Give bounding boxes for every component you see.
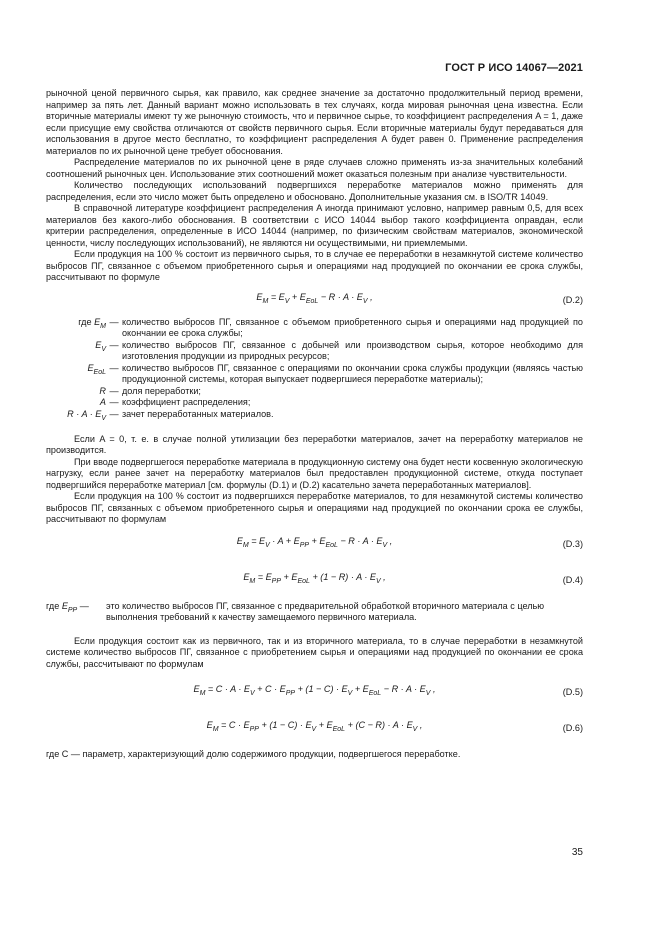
formula-d6: $E_M = C \cdot E_{PP} + (1 - C) \cdot E_V + E_{EoL} + (C - R) \cdot A \cdot E_V$ , (D.6) bbox=[206, 720, 583, 734]
paragraph: Если продукция на 100 % состоит из первичного сырья, то в случае ее переработки в незамкнутой системе количество выбросов ПГ, связанное с объемом приобретенного сырья и операциями над продукцией по окончании ее срока службы, рассчитывают по формуле bbox=[46, 249, 583, 282]
definition-r: R — доля переработки; bbox=[99, 385, 201, 396]
formula-number: (D.6) bbox=[562, 723, 583, 734]
paragraph: Если продукция на 100 % состоит из подвергшихся переработке материалов, то для незамкнутой системы количество выбросов ПГ, связанных с объемом приобретенного сырья и операциями над продукцией по окончании срока ее службы, рассчитывают по формулам bbox=[46, 491, 583, 525]
paragraph: Если продукция состоит как из первичного, так и из вторичного материала, то в случае переработки в незамкнутой системе количество выбросов ПГ, связанное с приобретением сырья и операциями над продукцией по окончании ее срока службы, рассчитывают по формулам bbox=[46, 635, 583, 669]
formula-number: (D.4) bbox=[562, 574, 583, 585]
formula-d5: $E_M = C \cdot A \cdot E_V + C \cdot E_{PP} + (1 - C) \cdot E_V + E_{EoL} - R \cdot A \cdot E_V$ , (D.5) bbox=[193, 684, 583, 698]
definition-epp: где $E_{PP}$ — это количество выбросов ПГ, связанное с предварительной обработкой вторичного материала с целью выполнения требований к качеству замещаемого первичного материала. bbox=[46, 600, 545, 623]
definition-em: где $E_M$ — количество выбросов ПГ, связанное с объемом приобретенного сырья и операциями над продукцией по окончании ее срока службы; bbox=[78, 316, 583, 338]
definition-ev: $E_V$ — количество выбросов ПГ, связанное с добычей или производством сырья, которое необходимо для изготовления продукции из природных ресурсов; bbox=[95, 339, 583, 361]
formula-number: (D.2) bbox=[562, 294, 583, 305]
formula-number: (D.3) bbox=[562, 538, 583, 549]
formula-d3: $E_M = E_V \cdot A + E_{PP} + E_{EoL} - R \cdot A \cdot E_V$ , (D.3) bbox=[236, 535, 583, 549]
definition-rae: $R \cdot A \cdot E_V$ — зачет переработанных материалов. bbox=[67, 408, 274, 422]
paragraph: Распределение материалов по их рыночной цене в ряде случаев сложно применять из-за значительных колебаний соотношений рыночных цен. Использование этих соотношений может оказаться полезным при анализе чувствительности. bbox=[46, 157, 583, 179]
paragraph: Если A = 0, т. е. в случае полной утилизации без переработки материалов, зачет на переработку материалов не производится. bbox=[46, 433, 583, 456]
definition-c: где C — параметр, характеризующий долю содержимого продукции, подвергшегося переработке. bbox=[46, 749, 461, 760]
definition-a: A — коэффициент распределения; bbox=[99, 397, 251, 407]
formula-number: (D.5) bbox=[562, 687, 583, 698]
page-body bbox=[46, 88, 583, 761]
document-header: ГОСТ Р ИСО 14067—2021 bbox=[445, 62, 583, 74]
definition-eeol: $E_{EoL}$ — количество выбросов ПГ, связанное с операциями по окончании срока службы продукции (являясь частью продукционной системы, которая выпускает подвергшиеся переработке материалы); bbox=[87, 362, 583, 384]
formula-d2: $E_M = E_V + E_{EoL} - R \cdot A \cdot E_V$ , (D.2) bbox=[256, 291, 583, 305]
formula-d4: $E_M = E_{PP} + E_{EoL} + (1 - R) \cdot A \cdot E_V$ , (D.4) bbox=[243, 571, 583, 585]
definitions-list bbox=[46, 317, 583, 424]
where-label: где bbox=[78, 316, 92, 327]
paragraph: рыночной ценой первичного сырья, как правило, как среднее значение за достаточно продолжительный период времени, например за пять лет. Данный вариант можно использовать в тех случаях, когда мировая рыночная цена известна. Если вторичные материалы имеют ту же рыночную стоимость, что и первичное сырье, то коэффициент распределения A = 1, даже если присущие ему свойства отличаются от свойств первичного сырья. Если вторичные материалы будут передаваться для использования в другое место бесплатно, то коэффициент распределения A будет равен 0. Применение распределения материалов по их рыночной цене требует обоснования. bbox=[46, 88, 583, 156]
page-number: 35 bbox=[571, 847, 583, 858]
paragraph: Количество последующих использований подвергшихся переработке материалов можно применять для распределения, если это число может быть определено и обосновано. Дополнительные указания см. в ISO/TR 14049. bbox=[46, 180, 583, 202]
paragraph: В справочной литературе коэффициент распределения A иногда принимают условно, например равным 0,5, для всех материалов без какого-либо обоснования. В соответствии с ИСО 14044 выбор такого коэффициента оправдан, если критерии распределения, определенные в ИСО 14044 (например, по физическим свойствам материалов, экономической ценности, числу последующих использований), не являются ни осуществимыми, ни приемлемыми. bbox=[46, 203, 583, 248]
paragraph: При вводе подвергшегося переработке материала в продукционную систему она будет нести косвенную экологическую нагрузку, если ранее зачет на переработку материалов был предоставлен продукционной системе, откуда поступает подвергшийся переработке материал [см. формулы (D.1) и (D.2) касательно зачета переработанных материалов]. bbox=[46, 456, 583, 490]
